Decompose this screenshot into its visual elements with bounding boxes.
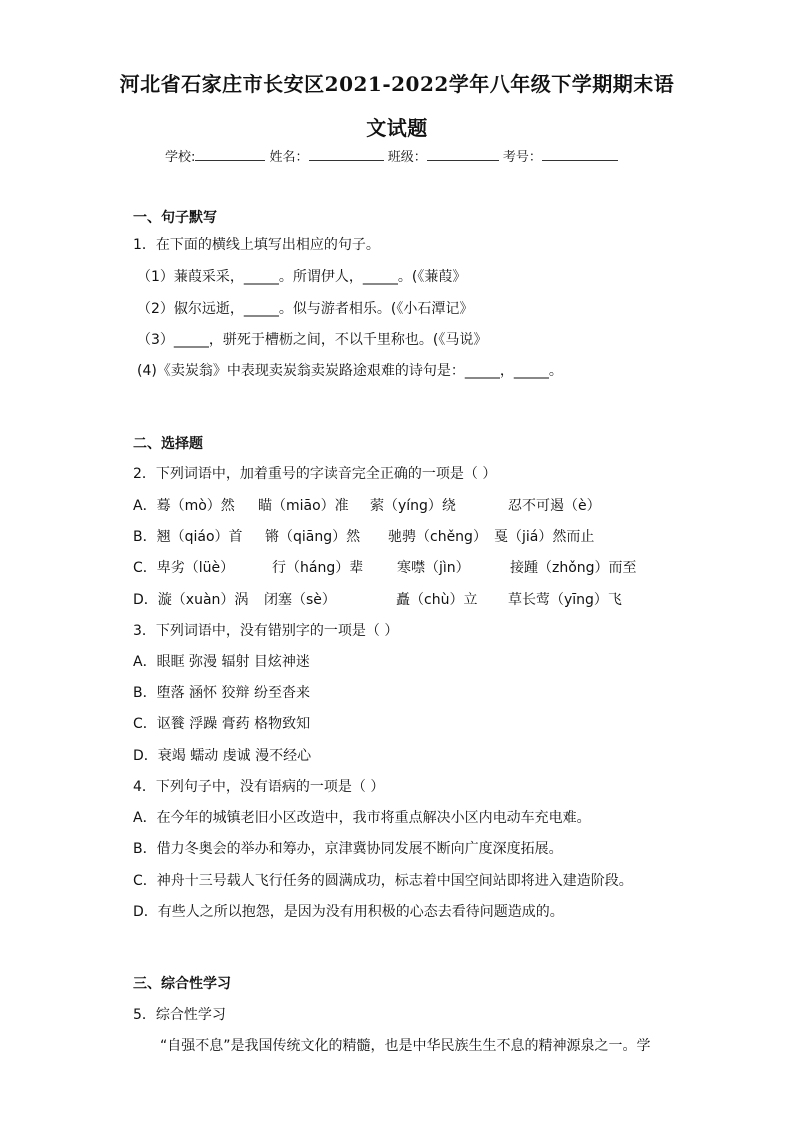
question-1-item: （2）俶尔远逝，_____。似与游者相乐。(《小石潭记》 xyxy=(137,301,474,317)
school-label: 学校: xyxy=(165,150,196,165)
exam-title-line-2: 文试题 xyxy=(366,116,428,140)
class-blank[interactable] xyxy=(427,148,499,161)
section-heading-2: 二、选择题 xyxy=(133,436,203,452)
exam-title-line-1: 河北省石家庄市长安区2021-2022学年八年级下学期期末语 xyxy=(119,72,675,96)
question-5-stem: 5．综合性学习 xyxy=(133,1007,226,1023)
q2-option-b-word: 锵（qiāng）然 xyxy=(265,529,361,545)
question-3-stem: 3．下列词语中，没有错别字的一项是（ ） xyxy=(133,623,399,639)
question-1-item: （3）_____，骈死于槽枥之间，不以千里称也。(《马说》 xyxy=(137,332,488,348)
question-4-stem: 4．下列句子中，没有语病的一项是（ ） xyxy=(133,779,385,795)
q2-option-a-word: 萦（yíng）绕 xyxy=(370,498,456,514)
q2-option-c-word: C．卑劣（lüè） xyxy=(133,560,235,576)
q2-option-a-word: 瞄（miāo）准 xyxy=(258,498,349,514)
q3-option-c: C．讴餮 浮躁 膏药 格物致知 xyxy=(133,716,311,732)
q2-option-c-word: 接踵（zhǒng）而至 xyxy=(510,560,637,576)
q2-option-a-word: 忍不可遏（è） xyxy=(508,498,601,514)
question-5-paragraph: “自强不息”是我国传统文化的精髓，也是中华民族生生不息的精神源泉之一。学 xyxy=(160,1038,651,1054)
q2-option-b-word: 戛（jiá）然而止 xyxy=(494,529,595,545)
question-2-stem: 2．下列词语中，加着重号的字读音完全正确的一项是（ ） xyxy=(133,466,497,482)
question-1-item: (4)《卖炭翁》中表现卖炭翁卖炭路途艰难的诗句是：_____，_____。 xyxy=(137,363,563,379)
section-heading-1: 一、句子默写 xyxy=(133,210,217,226)
q2-option-c-word: 行（háng）辈 xyxy=(272,560,364,576)
q2-option-a-word: A．蓦（mò）然 xyxy=(133,498,235,514)
q3-option-d: D．衰竭 蠕动 虔诚 漫不经心 xyxy=(133,748,312,764)
question-1-item: （1）蒹葭采采，_____。所谓伊人，_____。(《蒹葭》 xyxy=(137,269,467,285)
q2-option-d-word: 草长莺（yīng）飞 xyxy=(508,592,622,608)
q3-option-a: A．眼眶 弥漫 辐射 目炫神迷 xyxy=(133,654,310,670)
name-blank[interactable] xyxy=(309,148,384,161)
q2-option-d-word: 闭塞（sè） xyxy=(264,592,336,608)
class-label: 班级： xyxy=(387,150,427,165)
q4-option-a: A．在今年的城镇老旧小区改造中，我市将重点解决小区内电动车充电难。 xyxy=(133,810,591,826)
question-1-stem: 1．在下面的横线上填写出相应的句子。 xyxy=(133,237,380,253)
exam-number-blank[interactable] xyxy=(542,148,618,161)
q2-option-c-word: 寒噤（jìn） xyxy=(397,560,470,576)
q4-option-b: B．借力冬奥会的举办和筹办，京津冀协同发展不断向广度深度拓展。 xyxy=(133,841,563,857)
q2-option-b-word: 驰骋（chěng） xyxy=(388,529,487,545)
q2-option-d-word: D．漩（xuàn）涡 xyxy=(133,592,249,608)
name-label: 姓名： xyxy=(269,150,309,165)
exam-number-label: 考号： xyxy=(502,150,542,165)
q4-option-d: D．有些人之所以抱怨，是因为没有用积极的心态去看待问题造成的。 xyxy=(133,904,564,920)
section-heading-3: 三、综合性学习 xyxy=(133,976,231,992)
student-info-row xyxy=(165,146,618,165)
q2-option-d-word: 矗（chù）立 xyxy=(396,592,478,608)
q4-option-c: C．神舟十三号载人飞行任务的圆满成功，标志着中国空间站即将进入建造阶段。 xyxy=(133,873,633,889)
q3-option-b: B．堕落 涵怀 狡辩 纷至沓来 xyxy=(133,685,310,701)
school-blank[interactable] xyxy=(195,148,265,161)
q2-option-b-word: B．翘（qiáo）首 xyxy=(133,529,243,545)
